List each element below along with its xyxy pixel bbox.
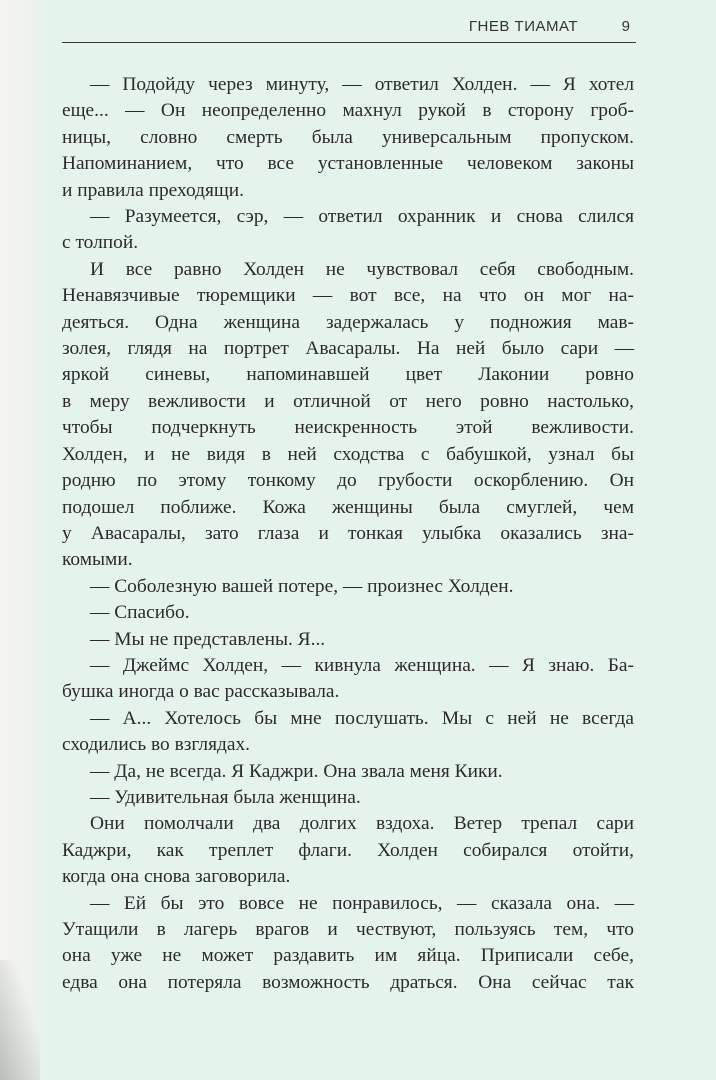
text-line: сходились во взглядах. <box>62 734 250 756</box>
text-line: Холден, и не видя в ней сходства с бабушкой, узнал бы <box>62 443 634 465</box>
text-line: Ненавязчивые тюремщики — вот все, на что он мог на- <box>62 285 634 307</box>
text-line: — Да, не всегда. Я Каджри. Она звала меня Кики. <box>90 760 503 782</box>
running-head <box>62 16 636 43</box>
text-line: родню по этому тонкому до грубости оскорблению. Он <box>62 470 634 492</box>
text-line: еще... — Он неопределенно махнул рукой в сторону гроб- <box>62 100 634 122</box>
text-line: и правила преходящи. <box>62 179 245 201</box>
text-line: когда она снова заговорила. <box>62 866 291 888</box>
text-line: чтобы подчеркнуть неискренность этой вежливости. <box>62 417 634 439</box>
text-line: Напоминанием, что все установленные человеком законы <box>62 153 634 175</box>
text-line: — Ей бы это вовсе не понравилось, — сказала она. — <box>90 892 634 914</box>
text-line: — Соболезную вашей потере, — произнес Холден. <box>90 575 514 597</box>
text-line: Они помолчали два долгих вздоха. Ветер трепал сари <box>90 813 634 835</box>
text-line: И все равно Холден не чувствовал себя свободным. <box>90 258 634 280</box>
text-line: с толпой. <box>62 232 139 254</box>
text-line: Утащили в лагерь врагов и чествуют, пользуясь тем, что <box>62 919 634 940</box>
text-line: золея, глядя на портрет Авасаралы. На ней было сари — <box>62 338 634 360</box>
page-number: 9 <box>621 18 630 35</box>
body-text <box>62 72 634 996</box>
text-line: Каджри, как треплет флаги. Холден собирался отойти, <box>62 839 634 861</box>
text-line: — Разумеется, сэр, — ответил охранник и снова слился <box>90 206 634 228</box>
text-line: — Мы не представлены. Я... <box>90 628 326 650</box>
text-line: едва она потеряла возможность драться. Она сейчас так <box>62 971 634 993</box>
text-line: комыми. <box>62 549 133 571</box>
running-title: ГНЕВ ТИАМАТ <box>468 18 578 35</box>
text-line: яркой синевы, напоминавшей цвет Лаконии ровно <box>62 364 634 386</box>
text-line: бушка иногда о вас рассказывала. <box>62 681 340 703</box>
text-line: в меру вежливости и отличной от него ровно настолько, <box>62 390 634 412</box>
text-line: — А... Хотелось бы мне послушать. Мы с ней не всегда <box>90 707 634 729</box>
text-line: ницы, словно смерть была универсальным пропуском. <box>62 126 634 148</box>
text-line: — Удивительная была женщина. <box>90 786 361 808</box>
text-line: — Подойду через минуту, — ответил Холден. — Я хотел <box>90 74 634 95</box>
page-edge-shadow <box>0 0 52 1080</box>
text-line: деяться. Одна женщина задержалась у подножия мав- <box>62 311 634 333</box>
page-corner-shadow <box>0 960 40 1080</box>
text-line: — Джеймс Холден, — кивнула женщина. — Я знаю. Ба- <box>90 654 634 676</box>
text-line: она уже не может раздавить им яйца. Приписали себе, <box>62 945 634 967</box>
text-line: подошел поближе. Кожа женщины была смуглей, чем <box>62 496 634 518</box>
text-line: — Спасибо. <box>90 602 190 624</box>
text-line: у Авасаралы, зато глаза и тонкая улыбка оказались зна- <box>62 522 634 544</box>
